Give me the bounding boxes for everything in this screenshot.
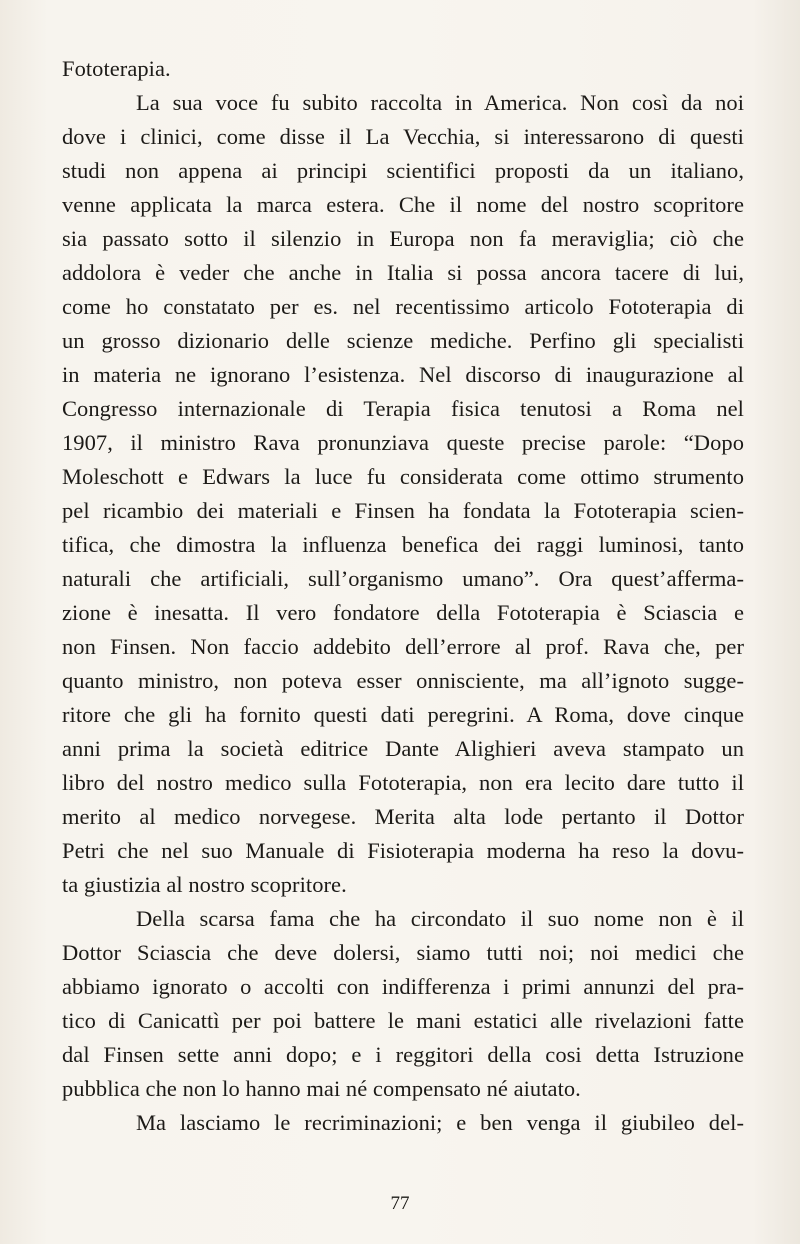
text-line: ritore che gli ha fornito questi dati peregrini. A Roma, dove cinque	[62, 702, 744, 727]
text-line: abbiamo ignorato o accolti con indifferenza i primi annunzi del pra-	[62, 974, 744, 999]
text-line: in materia ne ignorano l’esistenza. Nel discorso di inaugurazione al	[62, 362, 744, 387]
text-line: quanto ministro, non poteva esser onnisciente, ma all’ignoto sugge-	[62, 668, 744, 693]
text-line: venne applicata la marca estera. Che il nome del nostro scopritore	[62, 192, 744, 217]
text-line: non Finsen. Non faccio addebito dell’errore al prof. Rava che, per	[62, 634, 744, 659]
text-line: ta giustizia al nostro scopritore.	[62, 872, 347, 897]
text-line: pel ricambio dei materiali e Finsen ha fondata la Fototerapia scien-	[62, 498, 744, 523]
page-number: 77	[390, 1193, 410, 1214]
text-line: studi non appena ai principi scientifici proposti da un italiano,	[62, 158, 744, 183]
text-line: tifica, che dimostra la influenza benefica dei raggi luminosi, tanto	[62, 532, 744, 557]
text-line: sia passato sotto il silenzio in Europa non fa meraviglia; ciò che	[62, 226, 744, 251]
text-line: merito al medico norvegese. Merita alta lode pertanto il Dottor	[62, 804, 744, 829]
text-line: zione è inesatta. Il vero fondatore della Fototerapia è Sciascia e	[62, 600, 744, 625]
text-line: naturali che artificiali, sull’organismo umano”. Ora quest’afferma-	[62, 566, 744, 591]
text-line: Della scarsa fama che ha circondato il suo nome non è il	[136, 906, 744, 931]
text-line: La sua voce fu subito raccolta in America. Non così da noi	[136, 90, 744, 115]
text-line: un grosso dizionario delle scienze mediche. Perfino gli specialisti	[62, 328, 744, 353]
text-line: anni prima la società editrice Dante Alighieri aveva stampato un	[62, 736, 744, 761]
text-line: addolora è veder che anche in Italia si possa ancora tacere di lui,	[62, 260, 744, 285]
text-line: 1907, il ministro Rava pronunziava queste precise parole: “Dopo	[62, 430, 744, 455]
text-line: dove i clinici, come disse il La Vecchia, si interessarono di questi	[62, 124, 744, 149]
text-line: Ma lasciamo le recriminazioni; e ben venga il giubileo del-	[136, 1110, 744, 1135]
text-line: Fototerapia.	[62, 56, 171, 81]
text-line: pubblica che non lo hanno mai né compensato né aiutato.	[62, 1076, 581, 1101]
text-line: come ho constatato per es. nel recentissimo articolo Fototerapia di	[62, 294, 744, 319]
text-line: libro del nostro medico sulla Fototerapia, non era lecito dare tutto il	[62, 770, 744, 795]
text-line: Congresso internazionale di Terapia fisica tenutosi a Roma nel	[62, 396, 744, 421]
text-line: tico di Canicattì per poi battere le mani estatici alle rivelazioni fatte	[62, 1008, 744, 1033]
text-line: dal Finsen sette anni dopo; e i reggitori della cosi detta Istruzione	[62, 1042, 744, 1067]
text-line: Dottor Sciascia che deve dolersi, siamo tutti noi; noi medici che	[62, 940, 744, 965]
text-line: Moleschott e Edwars la luce fu considerata come ottimo strumento	[62, 464, 744, 489]
text-line: Petri che nel suo Manuale di Fisioterapia moderna ha reso la dovu-	[62, 838, 744, 863]
